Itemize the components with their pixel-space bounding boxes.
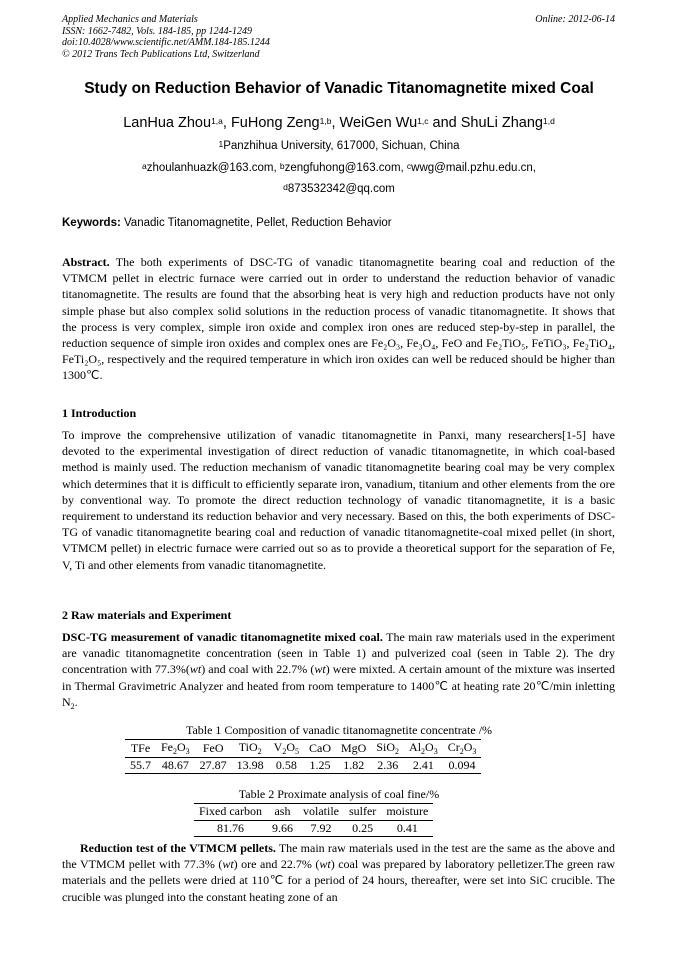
table-header-cell — [125, 740, 156, 758]
journal-name: Applied Mechanics and Materials — [62, 14, 198, 25]
email-line — [0, 182, 678, 196]
table-header-row — [125, 740, 481, 758]
email-line — [0, 161, 678, 175]
table-cell: 0.25 — [344, 820, 381, 837]
table-header-cell — [304, 740, 336, 758]
keywords-label: Keywords: — [62, 217, 121, 229]
email-sep: , — [273, 162, 280, 174]
cell-text: TiO — [238, 740, 258, 754]
table-cell: 55.7 — [125, 757, 156, 774]
keywords — [62, 216, 392, 230]
author-sep: , — [331, 115, 340, 131]
paragraph-text: The main raw materials used in the test are the same as the above and the VTMCM pellet with 77.3% ( — [62, 841, 616, 872]
italic-unit: wt — [189, 662, 202, 677]
table-header-cell — [443, 740, 482, 758]
table-cell: 81.76 — [194, 820, 267, 837]
composition-table — [125, 739, 481, 774]
author-name: WeiGen Wu — [339, 115, 418, 131]
paragraph-text: The main raw materials used in the experiment are vanadic titanomagnetite concentration (seen in Table 1) and pulverized coal (seen in Table 2). The dry concentration with 77.3%( — [62, 630, 616, 677]
email-address: wwg@mail.pzhu.edu.cn — [411, 162, 533, 174]
journal-header — [62, 14, 270, 60]
email-sup: d — [283, 182, 288, 192]
paragraph-text: ) coal was prepared by laboratory pelletizer.The green raw materials and the pellets were dried at 110℃ for a period of 24 hours, thereafter, were set into SiC crucible. The crucible was plunged into the constant heating zone of an — [62, 857, 615, 904]
keywords-text: Vanadic Titanomagnetite, Pellet, Reduction Behavior — [120, 217, 392, 229]
cell-text: FeO — [202, 740, 224, 755]
author-list — [0, 114, 678, 132]
cell-text: Al — [409, 740, 422, 754]
table-cell: 1.82 — [336, 757, 371, 774]
subscript: 3 — [433, 747, 438, 756]
table-cell: 2.36 — [371, 757, 404, 774]
cell-text: O — [286, 740, 296, 754]
email-address: 873532342@qq.com — [287, 183, 395, 195]
italic-unit: wt — [319, 857, 331, 872]
section-heading: 1 Introduction — [62, 406, 137, 420]
author-sup: 1,c — [417, 116, 429, 126]
doi-line: doi:10.4028/www.scientific.net/AMM.184-185.1244 — [62, 37, 270, 48]
author-name: FuHong Zeng — [230, 115, 320, 131]
cell-text: CaO — [309, 740, 332, 755]
table-cell: 1.25 — [304, 757, 336, 774]
subscript: 2 — [282, 747, 287, 756]
table-cell: 48.67 — [156, 757, 195, 774]
online-date: Online: 2012-06-14 — [535, 14, 615, 25]
cell-text: SiO — [376, 740, 396, 754]
cell-text: O — [463, 740, 473, 754]
table-header-cell: Fixed carbon — [194, 804, 267, 821]
paragraph-text: . — [74, 694, 78, 709]
subscript: 2 — [70, 701, 75, 711]
email-sup: a — [142, 161, 147, 171]
introduction-text: To improve the comprehensive utilization of vanadic titanomagnetite in Panxi, many researchers[1-5] have devoted to the experimental investigation of direct reduction of vanadic titanomagnetite, in which coal-based method is mainly used. The reduction mechanism of vanadic titanomagnetite bearing coal may be very complex which determines that it is difficult to efficiently separate iron, vanadium, titanium and other elements from the ore by conventional way. To promote the direct reduction technology of vanadic titanomagnetite, it is a basic requirement to understand its reduction behavior and very necessary. Based on this, the both experiments of DSC-TG of vanadic titanomagnetite bearing coal and reduction of vanadic titanomagnetite-coal mixed pellet (in short, VTMCM pellet) in electric furnace were carried out so as to provide a theoretical support for the separation of Fe, V, Ti and other elements from vanadic titanomagnetite. — [62, 428, 615, 572]
table-row — [194, 820, 433, 837]
table-header-cell — [232, 740, 269, 758]
paragraph-text: ) ore and 22.7% ( — [233, 857, 320, 872]
table-cell: 0.41 — [381, 820, 433, 837]
email-sep: , — [532, 162, 536, 174]
cell-text: O — [177, 740, 186, 754]
table-header-cell: moisture — [381, 804, 433, 821]
table-header-cell — [404, 740, 443, 758]
affiliation — [0, 139, 678, 153]
table-header-cell: ash — [267, 804, 298, 821]
section-heading: 2 Raw materials and Experiment — [62, 608, 232, 622]
copyright-line: © 2012 Trans Tech Publications Ltd, Switzerland — [62, 48, 260, 60]
table-cell: 0.094 — [443, 757, 482, 774]
table-header-cell — [371, 740, 404, 758]
author-sup: 1,b — [319, 116, 332, 126]
paragraph-lead: Reduction test of the VTMCM pellets. — [80, 841, 276, 855]
table-cell: 0.58 — [269, 757, 304, 774]
issn-line: ISSN: 1662-7482, Vols. 184-185, pp 1244-1249 — [62, 25, 252, 37]
table-header-cell: sulfer — [344, 804, 381, 821]
italic-unit: wt — [222, 857, 234, 872]
author-name: LanHua Zhou — [123, 115, 212, 131]
author-sep: and — [428, 115, 461, 131]
email-address: zengfuhong@163.com — [284, 162, 401, 174]
reduction-test-text — [62, 840, 615, 905]
paper-title: Study on Reduction Behavior of Vanadic Titanomagnetite mixed Coal — [84, 80, 594, 97]
cell-text: Fe — [161, 740, 173, 754]
table-row — [125, 757, 481, 774]
proximate-table — [194, 803, 433, 837]
cell-text: TFe — [130, 740, 151, 755]
cell-text: O — [425, 740, 434, 754]
abstract-label: Abstract. — [62, 255, 110, 269]
author-sup: 1,a — [211, 116, 223, 126]
table-header-cell — [269, 740, 304, 758]
paragraph-lead: DSC-TG measurement of vanadic titanomagnetite mixed coal. — [62, 630, 383, 644]
table-cell: 27.87 — [195, 757, 232, 774]
author-name: ShuLi Zhang — [460, 115, 543, 131]
subscript: 5 — [295, 747, 300, 756]
table-header-cell — [195, 740, 232, 758]
subscript: 2 — [395, 747, 400, 756]
abstract-text: The both experiments of DSC-TG of vanadic titanomagnetite bearing coal and reduction of the VTMCM pellet in electric furnace were carried out in order to understand the reduction behavior of vanadic titanomagnetite. The results are found that the absorbing heat is very high and reduction products have not only simple phase but also complex solid solutions in the reduction process of vanadic titanomagnetite. It shows that the process is very complex, simple iron oxide and complex iron ones are reduced step-by-step in parallel, the reduction sequence of simple iron oxides and complex ones are Fe₂O₃, Fe₃O₄, FeO and Fe₂TiO₅, FeTiO₃, Fe₂TiO₄, FeTi₂O₅, respectively and the required temperature in which iron oxides can well be reduced should be higher than 1300℃. — [62, 255, 615, 383]
table-cell: 9.66 — [267, 820, 298, 837]
table-cell: 2.41 — [404, 757, 443, 774]
table-caption: Table 2 Proximate analysis of coal fine/% — [238, 787, 440, 801]
subscript: 3 — [185, 747, 190, 756]
table-header-cell: volatile — [298, 804, 344, 821]
paragraph-text: ) and coal with 22.7% ( — [201, 662, 315, 677]
cell-text: Cr — [447, 740, 460, 754]
subscript: 2 — [257, 747, 262, 756]
table-caption: Table 1 Composition of vanadic titanomagnetite concentrate /% — [185, 723, 493, 737]
table-header-row — [194, 804, 433, 821]
affiliation-sup: 1 — [218, 139, 224, 149]
raw-materials-text — [62, 629, 615, 712]
table-header-cell — [336, 740, 371, 758]
subscript: 3 — [472, 747, 477, 756]
email-sup: c — [406, 161, 412, 171]
italic-unit: wt — [314, 662, 326, 677]
paragraph-text: ) were mixted. A certain amount of the mixture was inserted in Thermal Gravimetric Analyzer and heated from room temperature to 1400℃ at heating rate 20℃/min inletting N — [62, 662, 615, 709]
email-sep: , — [400, 162, 407, 174]
subscript: 2 — [173, 747, 177, 756]
table-header-cell — [156, 740, 195, 758]
email-sup: b — [279, 161, 285, 171]
author-sep: , — [222, 115, 231, 131]
cell-text: MgO — [341, 740, 367, 755]
subscript: 2 — [459, 747, 464, 756]
affiliation-text: Panzhihua University, 617000, Sichuan, China — [223, 140, 460, 152]
table-cell: 7.92 — [298, 820, 344, 837]
author-sup: 1,d — [542, 116, 555, 126]
cell-text: V — [273, 740, 283, 754]
subscript: 2 — [421, 747, 426, 756]
abstract — [62, 254, 615, 384]
email-address: zhoulanhuazk@163.com — [146, 162, 274, 174]
table-cell: 13.98 — [232, 757, 269, 774]
